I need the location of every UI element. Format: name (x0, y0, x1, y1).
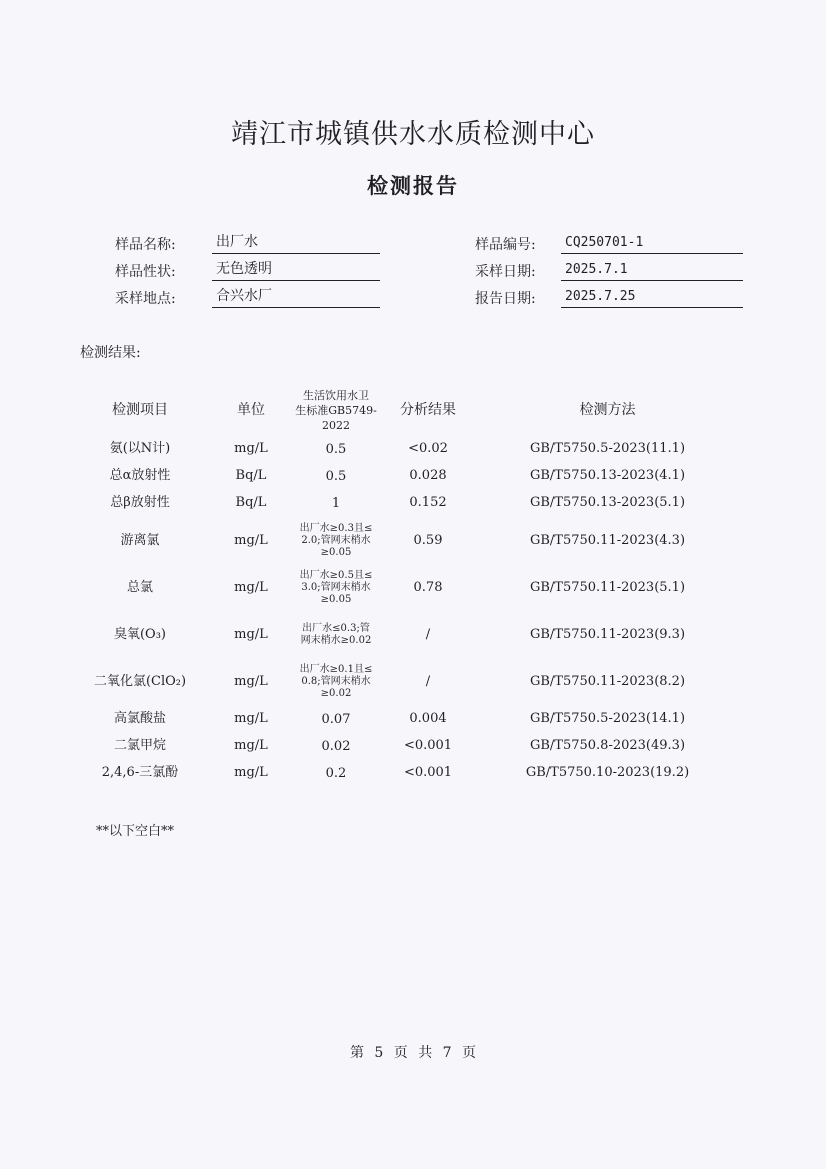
row-standard-line: 出厂水≥0.3且≤ (299, 523, 373, 534)
sample-location-label: 采样地点: (115, 291, 176, 307)
row-standard (282, 570, 390, 606)
sample-name-label: 样品名称: (115, 237, 176, 253)
organization-title: 靖江市城镇供水水质检测中心 (231, 119, 595, 150)
row-standard-line: 2.0;管网末梢水 (301, 535, 371, 546)
sample-id-value: CQ250701-1 (561, 234, 743, 254)
row-result: 0.78 (413, 580, 443, 595)
row-method: GB/T5750.5-2023(11.1) (529, 441, 686, 456)
row-result: 0.028 (409, 468, 447, 483)
sample-id-label: 样品编号: (475, 237, 536, 253)
header-item: 检测项目 (112, 402, 168, 418)
row-item: 2,4,6-三氯酚 (101, 765, 179, 780)
header-method: 检测方法 (579, 402, 636, 418)
row-standard-line: 0.8;管网末梢水 (301, 676, 371, 687)
sample-location-value: 合兴水厂 (212, 288, 380, 308)
row-method: GB/T5750.11-2023(8.2) (529, 674, 686, 689)
header-standard (282, 388, 390, 433)
page-number: 第 5 页 共 7 页 (349, 1045, 477, 1061)
row-standard-line: 出厂水≥0.5且≤ (299, 570, 373, 581)
row-item: 二氧化氯(ClO₂) (93, 674, 187, 689)
row-item: 总α放射性 (109, 468, 171, 483)
header-standard-line: 生活饮用水卫 (303, 389, 369, 402)
header-result: 分析结果 (400, 402, 456, 418)
row-result: <0.001 (403, 738, 453, 753)
row-method: GB/T5750.11-2023(5.1) (529, 580, 686, 595)
end-note: **以下空白** (96, 824, 175, 839)
row-standard (282, 495, 390, 512)
report-date-value: 2025.7.25 (561, 288, 743, 308)
row-item: 游离氯 (120, 533, 160, 548)
row-standard-line: 0.2 (325, 765, 347, 781)
row-unit: mg/L (234, 674, 268, 689)
row-method: GB/T5750.13-2023(4.1) (529, 468, 686, 483)
row-result: <0.001 (403, 765, 453, 780)
row-unit: mg/L (234, 533, 268, 548)
row-standard-line: 3.0;管网末梢水 (301, 582, 371, 593)
row-method: GB/T5750.11-2023(4.3) (529, 533, 686, 548)
row-method: GB/T5750.8-2023(49.3) (529, 738, 686, 753)
row-standard-line: 出厂水≤0.3;管 (302, 623, 370, 634)
row-result: 0.004 (409, 711, 447, 726)
report-date-label: 报告日期: (475, 291, 536, 307)
row-item: 二氯甲烷 (113, 738, 166, 753)
header-standard-line: 2022 (322, 419, 350, 432)
row-standard-line: ≥0.05 (320, 547, 352, 558)
row-unit: mg/L (234, 711, 268, 726)
row-standard-line: 0.07 (321, 711, 351, 727)
sample-date-label: 采样日期: (475, 264, 536, 280)
row-method: GB/T5750.5-2023(14.1) (529, 711, 686, 726)
row-standard (282, 664, 390, 700)
header-standard-line: 生标准GB5749- (295, 404, 377, 417)
sample-property-value: 无色透明 (212, 261, 380, 281)
row-standard (282, 623, 390, 647)
row-unit: Bq/L (235, 468, 267, 483)
row-unit: mg/L (234, 765, 268, 780)
row-unit: mg/L (234, 627, 268, 642)
row-standard (282, 738, 390, 755)
row-result: 0.152 (409, 495, 447, 510)
row-standard-line: 0.5 (325, 468, 347, 484)
row-method: GB/T5750.13-2023(5.1) (529, 495, 686, 510)
row-item: 臭氧(O₃) (113, 627, 166, 642)
row-standard-line: ≥0.02 (320, 688, 352, 699)
row-standard (282, 441, 390, 458)
sample-property-label: 样品性状: (115, 264, 176, 280)
row-standard-line: 网末梢水≥0.02 (300, 635, 372, 646)
row-method: GB/T5750.10-2023(19.2) (525, 765, 690, 780)
row-item: 高氯酸盐 (113, 711, 166, 726)
row-standard (282, 523, 390, 559)
row-unit: mg/L (234, 441, 268, 456)
row-standard-line: ≥0.05 (320, 594, 352, 605)
sample-name-value: 出厂水 (212, 234, 380, 254)
row-item: 总氯 (126, 580, 153, 595)
report-title: 检测报告 (367, 173, 459, 198)
row-standard (282, 711, 390, 728)
row-result: / (425, 627, 431, 642)
row-standard-line: 1 (331, 495, 341, 511)
row-item: 氨(以N计) (109, 441, 171, 456)
row-standard-line: 0.02 (321, 738, 351, 754)
row-standard-line: 出厂水≥0.1且≤ (299, 664, 373, 675)
row-standard-line: 0.5 (325, 441, 347, 457)
row-result: / (425, 674, 431, 689)
row-standard (282, 765, 390, 782)
row-unit: mg/L (234, 738, 268, 753)
row-item: 总β放射性 (110, 495, 170, 510)
row-unit: mg/L (234, 580, 268, 595)
sample-date-value: 2025.7.1 (561, 261, 743, 281)
results-label: 检测结果: (80, 345, 141, 361)
header-unit: 单位 (237, 402, 265, 418)
row-method: GB/T5750.11-2023(9.3) (529, 627, 686, 642)
row-unit: Bq/L (235, 495, 267, 510)
row-result: <0.02 (408, 441, 448, 456)
row-standard (282, 468, 390, 485)
row-result: 0.59 (413, 533, 443, 548)
